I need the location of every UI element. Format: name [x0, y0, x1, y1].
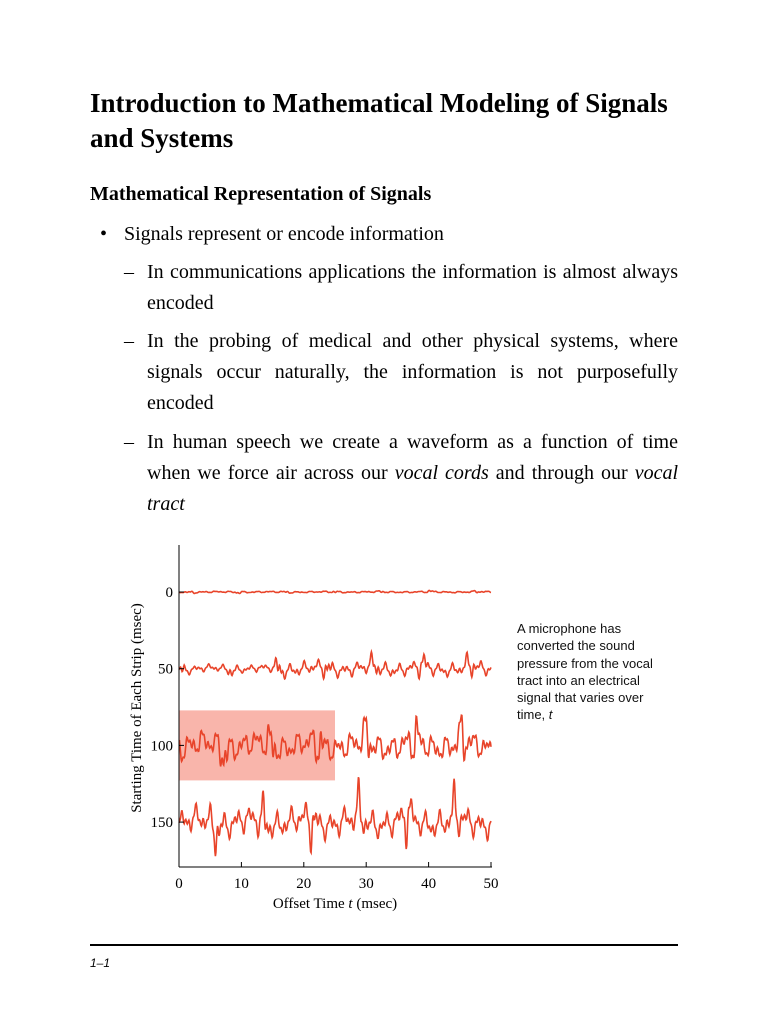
dash-symbol: –	[124, 261, 134, 283]
subpoint-communications	[124, 257, 678, 319]
y-tick-label: 150	[150, 815, 173, 832]
subpoint-speech	[124, 427, 678, 520]
speech-waveform-chart	[120, 540, 510, 920]
bullet-text: Signals represent or encode information	[124, 223, 444, 245]
waveform-strip-0	[179, 590, 491, 593]
x-tick-label: 50	[483, 876, 499, 892]
x-tick-label: 10	[233, 876, 249, 892]
subpoint-text: In the probing of medical and other physical systems, where signals occur naturally, the information is not purposefully encoded	[147, 330, 678, 414]
waveform-strip-150	[179, 777, 491, 856]
dash-symbol: –	[124, 431, 134, 453]
emphasis-vocal-cords: vocal cords	[394, 462, 489, 484]
x-tick-label: 0	[175, 876, 183, 892]
y-tick-label: 100	[150, 738, 173, 755]
x-tick-label: 40	[421, 876, 437, 892]
x-tick-label: 30	[358, 876, 374, 892]
subpoint-text: In human speech we create a waveform as a function of time when we force air across our vocal cords and through our vocal tract	[147, 431, 678, 515]
waveform-strip-50	[179, 652, 491, 679]
y-axis-label: Starting Time of Each Strip (msec)	[129, 603, 145, 813]
caption-variable: t	[548, 707, 553, 723]
highlight-region	[179, 710, 335, 780]
page-title: Introduction to Mathematical Modeling of Signals and Systems	[90, 88, 668, 153]
subpoint-medical	[124, 326, 678, 419]
dash-symbol: –	[124, 330, 134, 352]
y-tick-label: 0	[165, 585, 173, 601]
figure-caption: A microphone has converted the sound pressure from the vocal tract into an electrical signal that varies over time, t	[517, 621, 653, 723]
y-tick-label: 50	[158, 661, 173, 678]
subpoint-text: In communications applications the information is almost always encoded	[147, 261, 678, 314]
x-axis-label: Offset Time t (msec)	[272, 896, 398, 912]
footer-rule	[90, 944, 678, 946]
emphasis-vocal-tract: vocal tract	[147, 462, 678, 515]
x-tick-label: 20	[296, 876, 312, 892]
section-heading: Mathematical Representation of Signals	[90, 183, 432, 205]
page-number: 1–1	[90, 956, 111, 970]
bullet-symbol: •	[100, 223, 108, 245]
